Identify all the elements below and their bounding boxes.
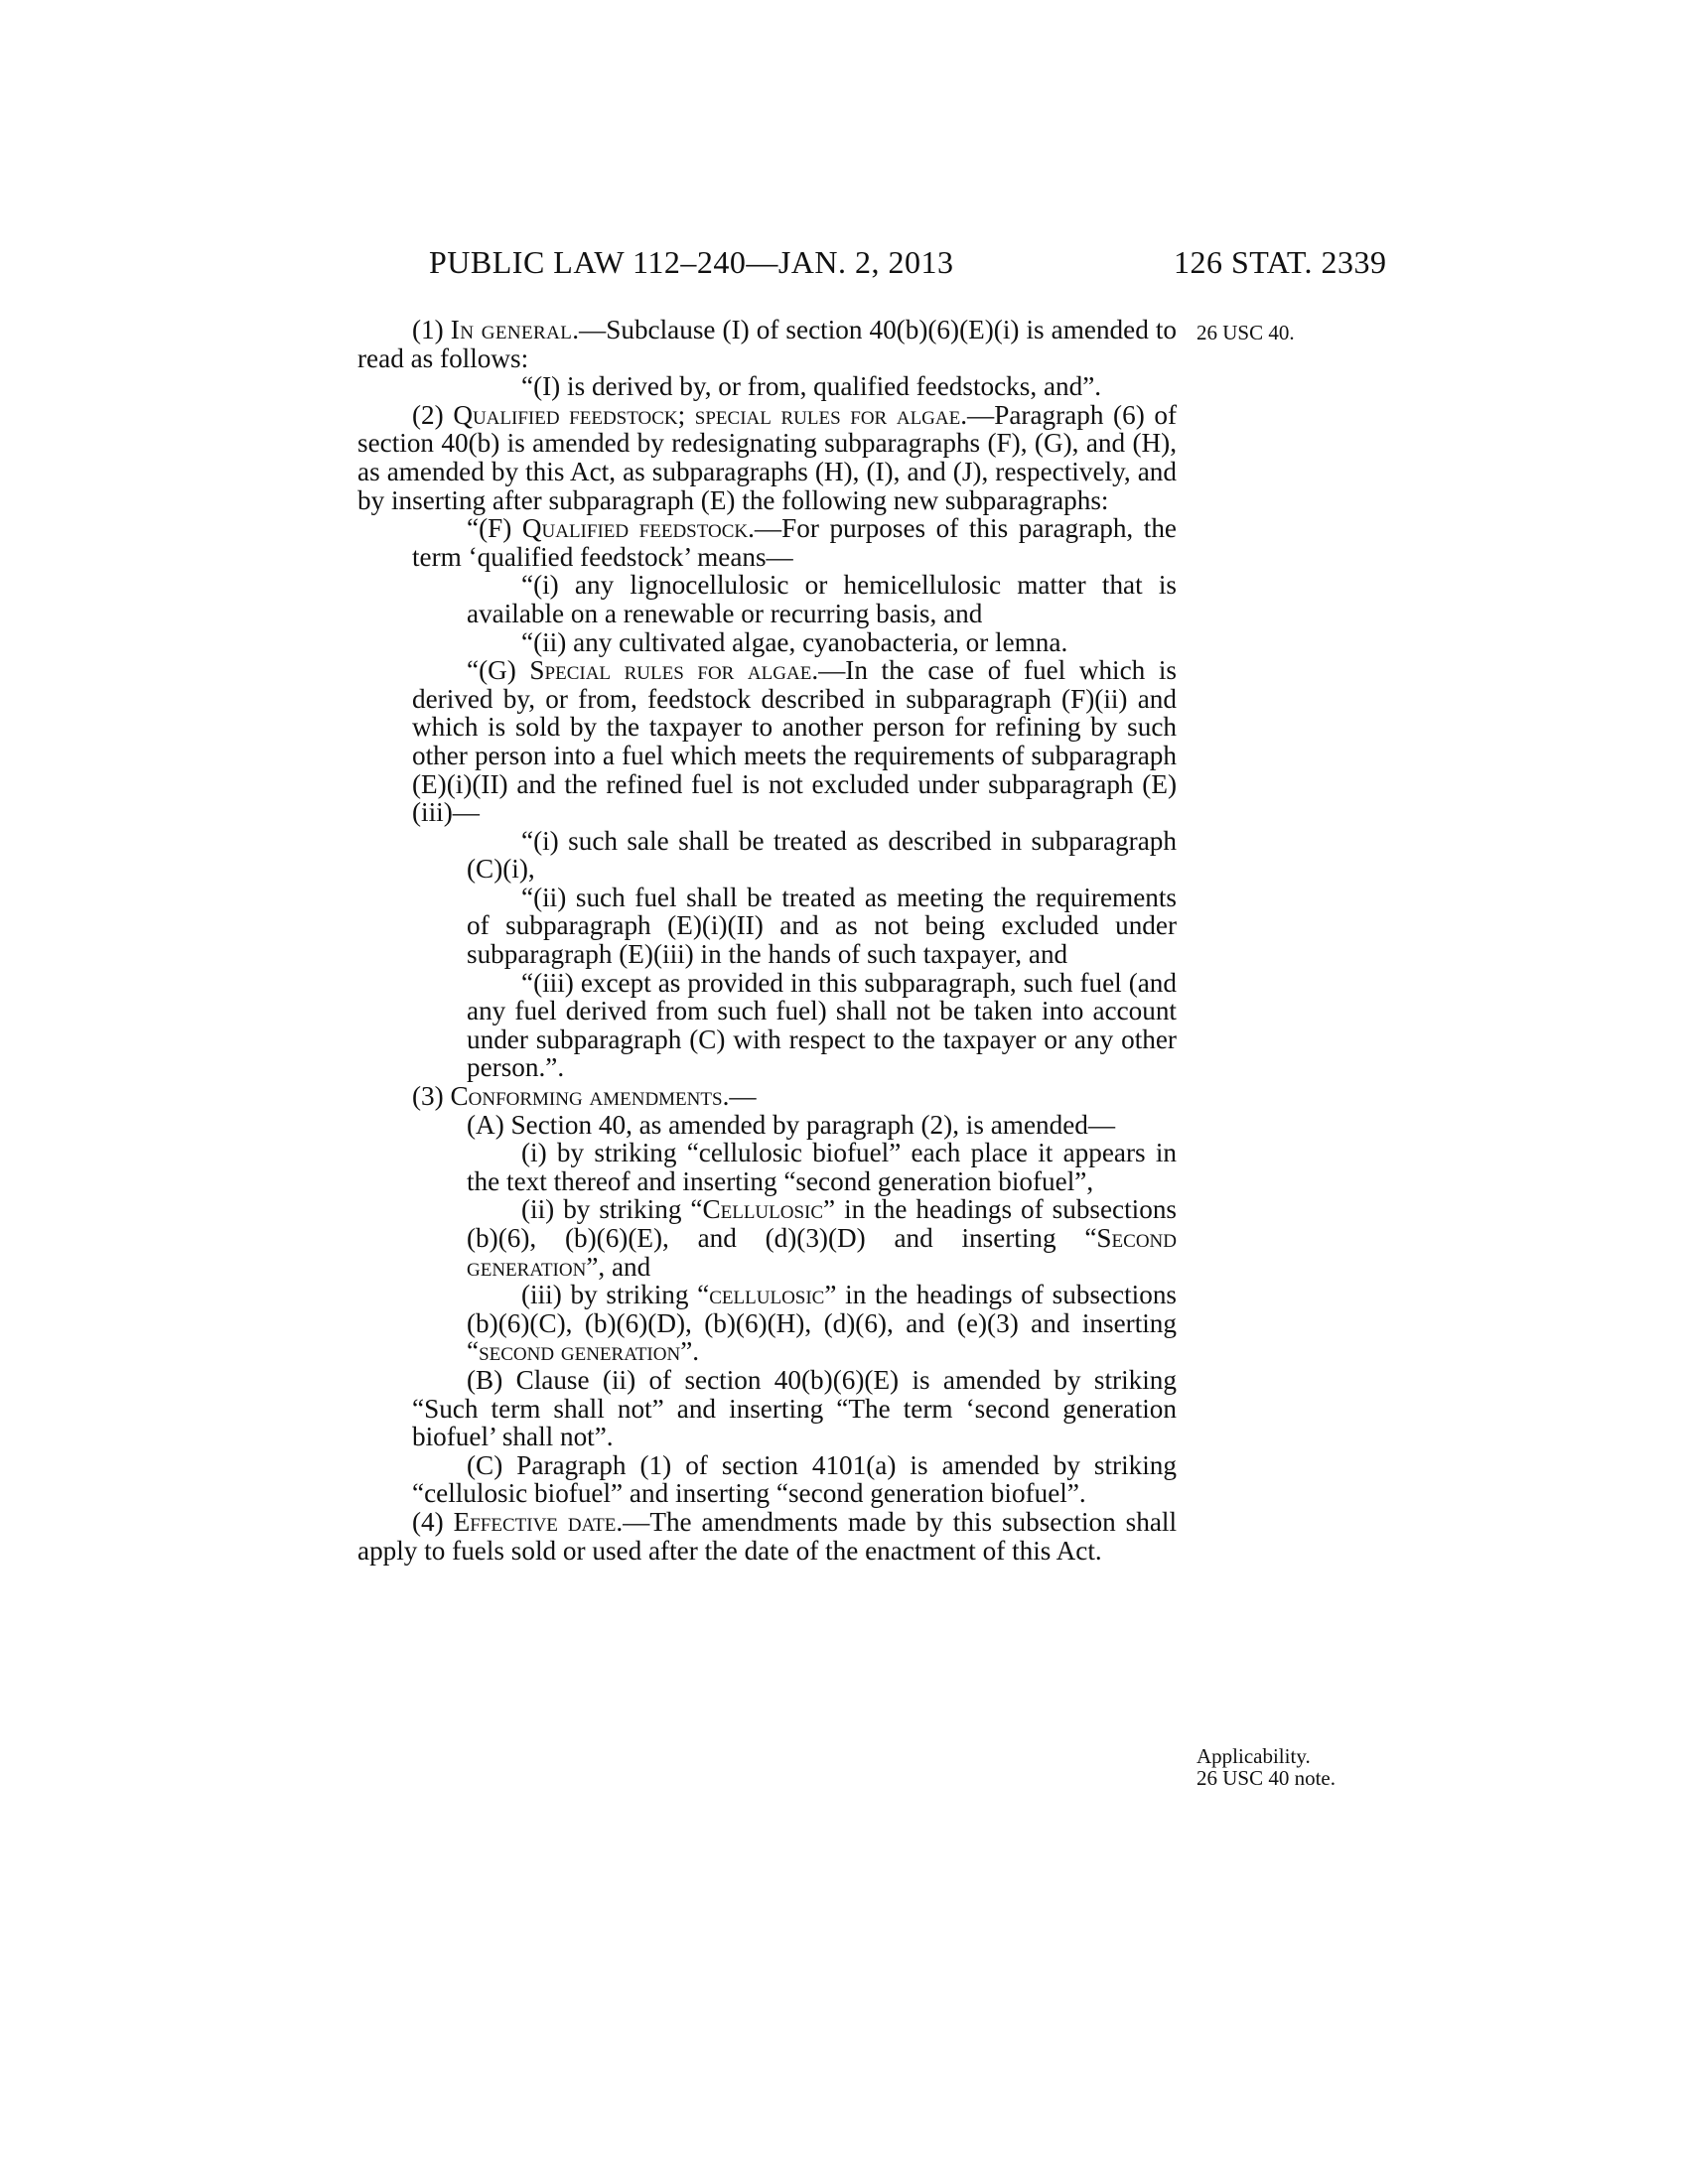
margin-note-applicability xyxy=(1196,1745,1336,1789)
paragraph-number: (1) xyxy=(412,315,444,344)
paragraph-text: .—Subclause (I) of section 40(b)(6)(E)(i) is amended to read as follows: xyxy=(357,315,1178,373)
paragraph-heading: Conforming amendments xyxy=(450,1081,723,1112)
subparagraph-heading: Qualified feedstock xyxy=(521,513,749,544)
running-header-right: 126 STAT. 2339 xyxy=(1174,244,1387,280)
paragraph-4 xyxy=(357,1508,1177,1565)
margin-note-citation: 26 USC 40 note. xyxy=(1196,1766,1336,1790)
paragraph-1 xyxy=(357,316,1177,372)
small-caps-term: second generation xyxy=(479,1336,681,1367)
document-body xyxy=(357,316,1177,1565)
small-caps-term: cellulosic xyxy=(709,1280,825,1310)
paragraph-2 xyxy=(357,401,1177,514)
clause-a-ii xyxy=(357,1195,1177,1281)
margin-note-text: 26 USC 40. xyxy=(1196,321,1295,344)
clause-a-iii xyxy=(357,1281,1177,1366)
subparagraph-c: (C) Paragraph (1) of section 4101(a) is amended by striking “cellulosic biofuel” and inserting “second generation biofuel”. xyxy=(412,1449,1177,1509)
paragraph-3 xyxy=(357,1082,1177,1111)
paragraph-heading: Effective date xyxy=(453,1506,617,1537)
subparagraph-f xyxy=(357,514,1177,571)
subparagraph-number: “(G) xyxy=(467,655,516,686)
subparagraph-text: .—In the case of fuel which is derived by, or from, feedstock described in subparagraph (F)(ii) and which is sold by the taxpayer to another person for refining by such other person into a fuel which meets the requirements of subparagraph (E)(i)(II) and the refined fuel is not excluded under subparagraph (E)(iii)— xyxy=(412,655,1177,828)
clause-text: (iii) by striking “ xyxy=(521,1280,710,1310)
paragraph-heading: Qualified feedstock; special rules for algae xyxy=(453,399,961,430)
clause-text: ”, and xyxy=(586,1251,651,1282)
clause-f-ii: “(ii) any cultivated algae, cyanobacteria, or lemna. xyxy=(521,626,1068,657)
subparagraph-number: “(F) xyxy=(467,513,512,544)
paragraph-heading: In general xyxy=(450,315,573,344)
subparagraph-a: (A) Section 40, as amended by paragraph (2), is amended— xyxy=(467,1109,1116,1140)
clause-text: (ii) by striking “ xyxy=(521,1194,703,1225)
clause-f-i: “(i) any lignocellulosic or hemicellulosic matter that is available on a renewable or recurring basis, and xyxy=(467,570,1177,628)
paragraph-text: .—Paragraph (6) of section 40(b) is amended by redesignating subparagraphs (F), (G), and (H), as amended by this Act, as subparagraphs (H), (I), and (J), respectively, and by inserting after subparagraph (E) the following new subparagraphs: xyxy=(357,399,1178,515)
clause-text: ”. xyxy=(680,1336,700,1367)
clause-text: ” in the headings of subsections (b)(6)(C), (b)(6)(D), (b)(6)(H), (d)(6), and (e)(3) and inserting “ xyxy=(467,1280,1178,1367)
paragraph-number: (2) xyxy=(412,399,444,430)
running-header-left: PUBLIC LAW 112–240—JAN. 2, 2013 xyxy=(429,244,954,280)
small-caps-term: Cellulosic xyxy=(702,1194,824,1225)
clause-g-ii: “(ii) such fuel shall be treated as meeting the requirements of subparagraph (E)(i)(II) and as not being excluded under subparagraph (E)(iii) in the hands of such taxpayer, and xyxy=(467,882,1177,970)
paragraph-text: .— xyxy=(722,1081,757,1112)
quoted-subclause: “(I) is derived by, or from, qualified feedstocks, and”. xyxy=(521,371,1102,402)
margin-note-citation xyxy=(1196,322,1295,343)
subparagraph-text: .—For purposes of this paragraph, the term ‘qualified feedstock’ means— xyxy=(412,513,1177,572)
subparagraph-b: (B) Clause (ii) of section 40(b)(6)(E) is amended by striking “Such term shall not” and inserting “The term ‘second generation biofuel’ shall not”. xyxy=(412,1364,1177,1452)
margin-note-label: Applicability. xyxy=(1196,1744,1311,1768)
small-caps-term: Second generation xyxy=(467,1223,1177,1282)
paragraph-number: (3) xyxy=(412,1081,444,1112)
paragraph-number: (4) xyxy=(412,1506,444,1537)
subparagraph-g xyxy=(357,656,1177,827)
clause-a-i: (i) by striking “cellulosic biofuel” each place it appears in the text thereof and inserting “second generation biofuel”, xyxy=(467,1138,1177,1196)
clause-g-iii: “(iii) except as provided in this subparagraph, such fuel (and any fuel derived from such fuel) shall not be taken into account under subparagraph (C) with respect to the taxpayer or any other person.”. xyxy=(467,967,1177,1083)
clause-g-i: “(i) such sale shall be treated as described in subparagraph (C)(i), xyxy=(467,825,1177,885)
clause-text: ” in the headings of subsections (b)(6), (b)(6)(E), and (d)(3)(D) and inserting “ xyxy=(467,1194,1177,1253)
subparagraph-heading: Special rules for algae xyxy=(529,655,812,686)
paragraph-text: .—The amendments made by this subsection shall apply to fuels sold or used after the date of the enactment of this Act. xyxy=(357,1506,1177,1566)
